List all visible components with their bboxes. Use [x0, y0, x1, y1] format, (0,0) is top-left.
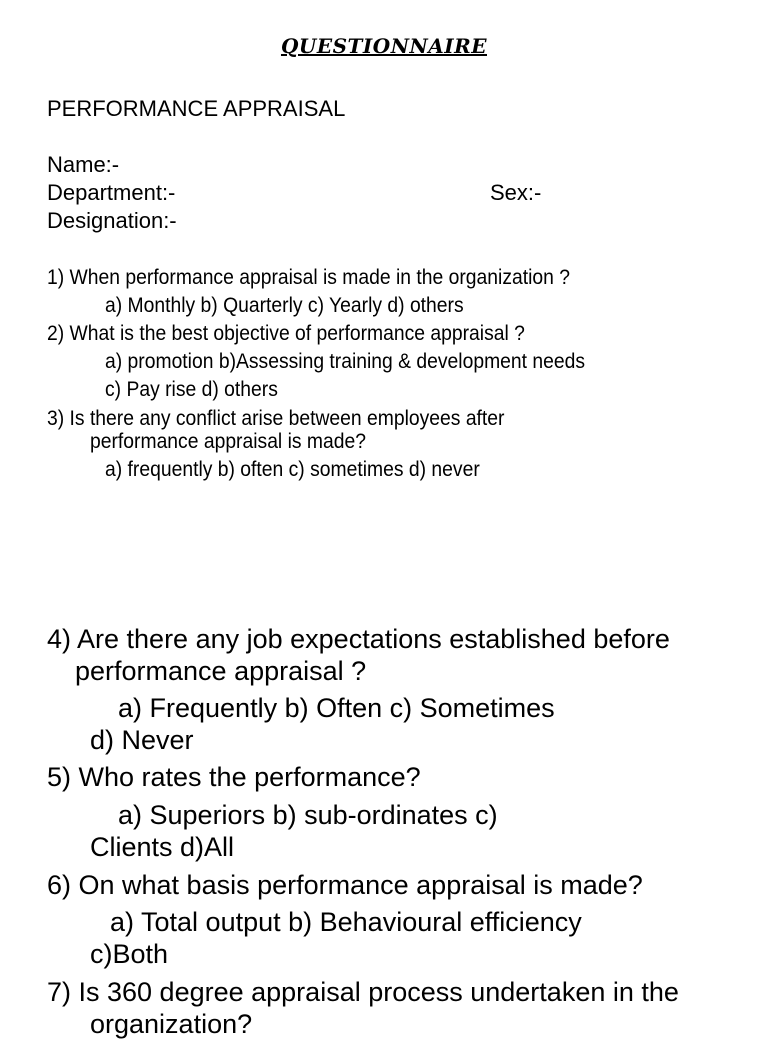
question-4-line-2: performance appraisal ?: [75, 656, 367, 686]
designation-field-label: Designation:-: [47, 208, 177, 233]
question-3-options: a) frequently b) often c) sometimes d) never: [105, 458, 480, 481]
department-field-label: Department:-: [47, 180, 176, 205]
question-5-options-line-1: a) Superiors b) sub-ordinates c): [118, 800, 498, 830]
question-5-options-line-2: Clients d)All: [90, 832, 235, 862]
question-3-line-2: performance appraisal is made?: [90, 430, 366, 453]
question-1-options: a) Monthly b) Quarterly c) Yearly d) others: [105, 294, 464, 317]
question-4-options-line-1: a) Frequently b) Often c) Sometimes: [118, 693, 555, 723]
question-6-options-line-1: a) Total output b) Behavioural efficiency: [110, 907, 582, 937]
question-3-line-1: 3) Is there any conflict arise between employees after: [47, 407, 505, 430]
question-1: 1) When performance appraisal is made in the organization ?: [47, 266, 571, 289]
question-2-options-line-2: c) Pay rise d) others: [105, 378, 278, 401]
question-7-line-2: organization?: [90, 1009, 253, 1039]
name-field-label: Name:-: [47, 152, 120, 177]
question-7-line-1: 7) Is 360 degree appraisal process undertaken in the: [47, 977, 679, 1007]
document-subtitle: PERFORMANCE APPRAISAL: [47, 96, 346, 121]
document-title: QUESTIONNAIRE: [280, 34, 487, 58]
question-6-options-line-2: c)Both: [90, 939, 169, 969]
sex-field-label: Sex:-: [490, 180, 542, 205]
question-4-options-line-2: d) Never: [90, 725, 194, 755]
question-5: 5) Who rates the performance?: [47, 762, 421, 792]
question-2: 2) What is the best objective of performance appraisal ?: [47, 322, 525, 345]
question-2-options-line-1: a) promotion b)Assessing training & development needs: [105, 350, 586, 373]
question-4-line-1: 4) Are there any job expectations established before: [47, 624, 670, 654]
question-6: 6) On what basis performance appraisal is made?: [47, 870, 643, 900]
